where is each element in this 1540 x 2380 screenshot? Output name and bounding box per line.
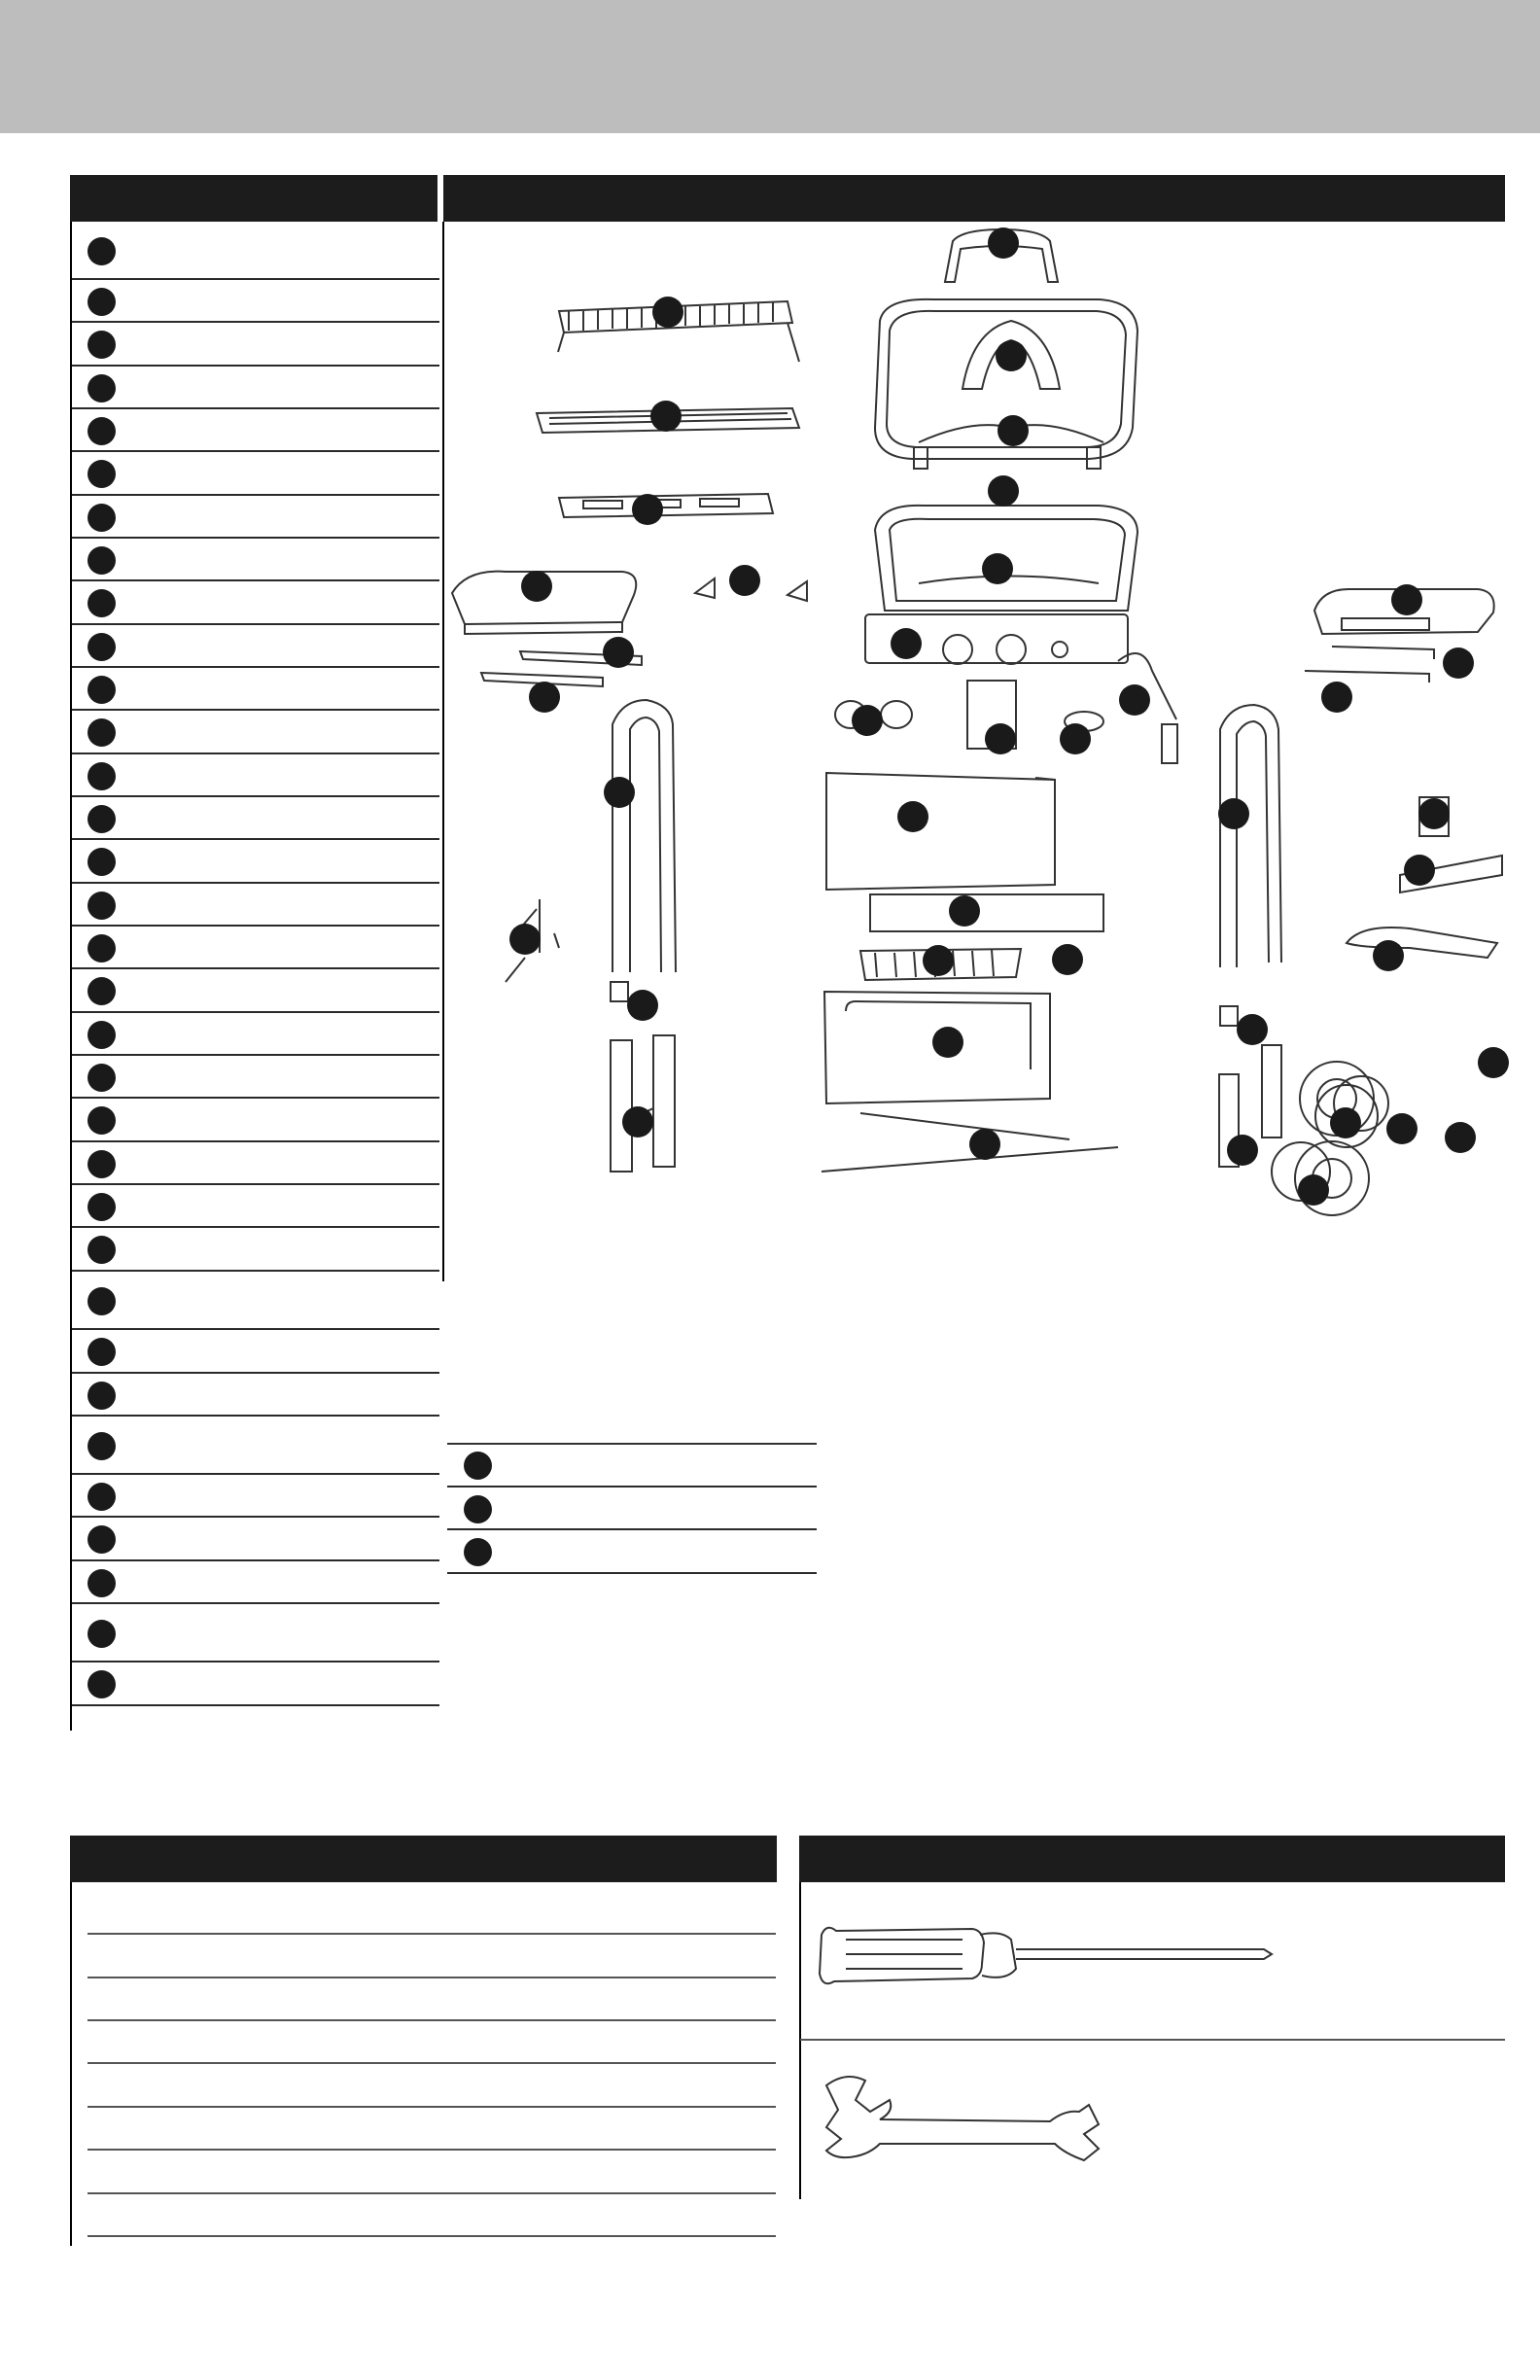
wrench-icon xyxy=(826,2077,1099,2160)
left-leg-drawing xyxy=(611,700,676,1172)
cable-drawing xyxy=(1347,928,1497,958)
right-leg-drawing xyxy=(1219,705,1281,1167)
front-panel-drawing xyxy=(826,773,1055,890)
heat-plate-drawing xyxy=(559,494,773,517)
callout-dots xyxy=(509,228,1509,1206)
clip-drawing-right xyxy=(1220,1006,1238,1026)
wheels-drawing xyxy=(1272,1062,1388,1215)
screwdriver-icon xyxy=(820,1928,1272,1983)
clip-drawing-left xyxy=(611,982,628,1001)
cross-brace-drawing xyxy=(870,894,1103,931)
